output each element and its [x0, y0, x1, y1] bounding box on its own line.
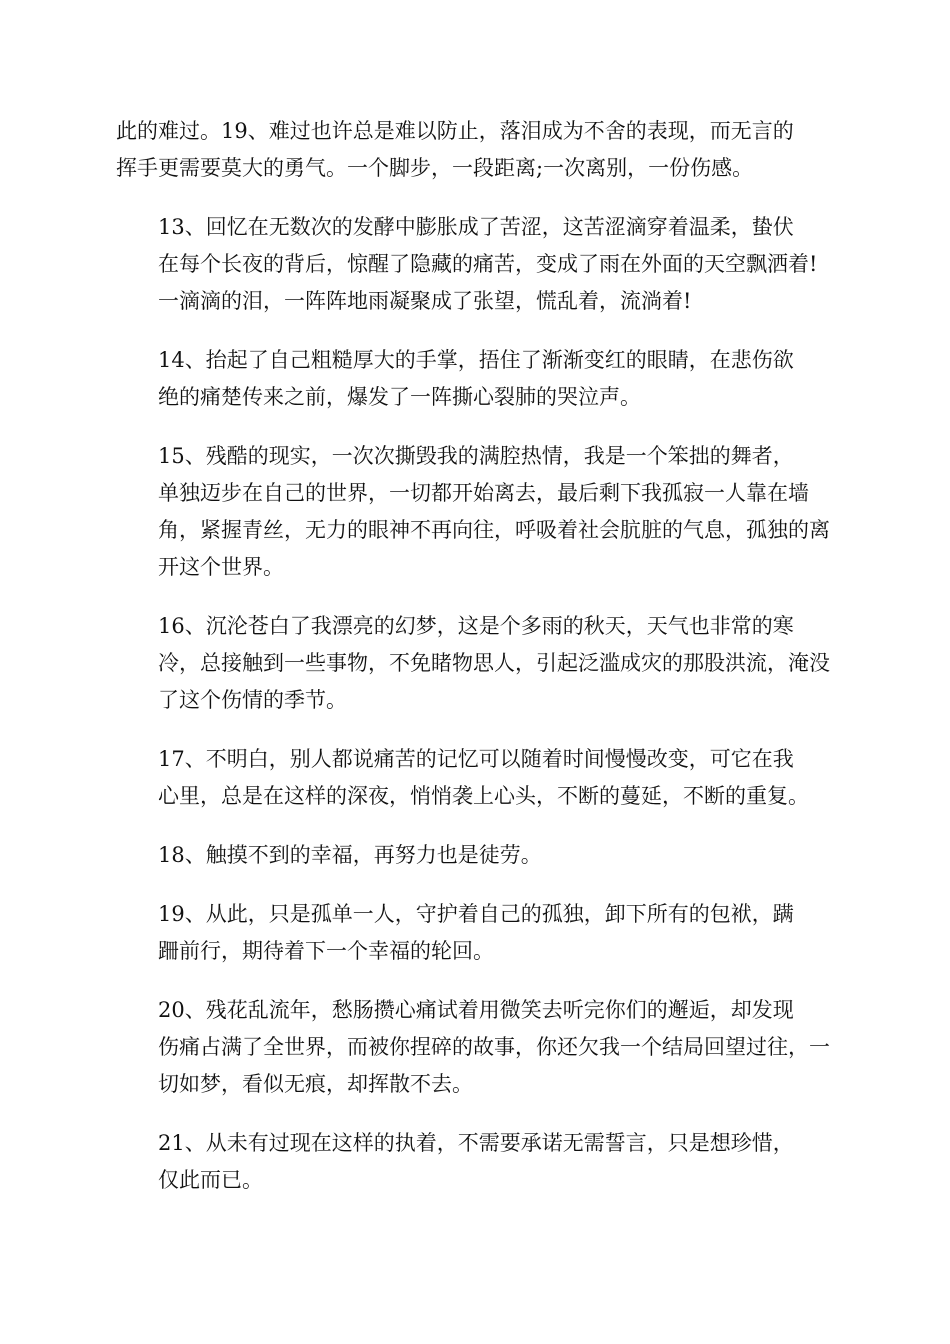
text-line: 切如梦，看似无痕，却挥散不去。 — [158, 1072, 473, 1096]
text-line: 18、触摸不到的幸福，再努力也是徒劳。 — [158, 843, 542, 867]
text-line: 16、沉沦苍白了我漂亮的幻梦，这是个多雨的秋天，天气也非常的寒 — [158, 614, 794, 638]
text-line: 13、回忆在无数次的发酵中膨胀成了苦涩，这苦涩滴穿着温柔，蛰伏 — [158, 215, 794, 239]
text-line: 了这个伤情的季节。 — [158, 688, 347, 712]
paragraph — [116, 1125, 836, 1199]
text-line: 挥手更需要莫大的勇气。一个脚步，一段距离;一次离别，一份伤感。 — [116, 156, 754, 180]
paragraph — [116, 992, 836, 1103]
paragraph — [116, 209, 836, 320]
text-line: 心里，总是在这样的深夜，悄悄袭上心头，不断的蔓延，不断的重复。 — [158, 784, 809, 808]
paragraph — [116, 438, 836, 586]
text-line: 此的难过。19、难过也许总是难以防止，落泪成为不舍的表现，而无言的 — [116, 119, 794, 143]
text-line: 仅此而已。 — [158, 1168, 263, 1192]
text-line: 20、残花乱流年，愁肠攒心痛试着用微笑去听完你们的邂逅，却发现 — [158, 998, 794, 1022]
text-line: 21、从未有过现在这样的执着，不需要承诺无需誓言，只是想珍惜， — [158, 1131, 794, 1155]
paragraph — [116, 837, 836, 874]
text-line: 19、从此，只是孤单一人，守护着自己的孤独，卸下所有的包袱，蹒 — [158, 902, 794, 926]
document-body — [116, 113, 836, 1221]
text-line: 14、抬起了自己粗糙厚大的手掌，捂住了渐渐变红的眼睛，在悲伤欲 — [158, 348, 794, 372]
text-line: 跚前行，期待着下一个幸福的轮回。 — [158, 939, 494, 963]
text-line: 单独迈步在自己的世界，一切都开始离去，最后剩下我孤寂一人靠在墙 — [158, 481, 809, 505]
text-line: 15、残酷的现实，一次次撕毁我的满腔热情，我是一个笨拙的舞者， — [158, 444, 794, 468]
text-line: 角，紧握青丝，无力的眼神不再向往，呼吸着社会肮脏的气息，孤独的离 — [158, 518, 830, 542]
text-line: 一滴滴的泪，一阵阵地雨凝聚成了张望，慌乱着，流淌着! — [158, 289, 692, 313]
text-line: 冷，总接触到一些事物，不免睹物思人，引起泛滥成灾的那股洪流，淹没 — [158, 651, 830, 675]
text-line: 开这个世界。 — [158, 555, 284, 579]
paragraph — [116, 608, 836, 719]
paragraph — [116, 741, 836, 815]
paragraph — [116, 113, 836, 187]
paragraph — [116, 896, 836, 970]
text-line: 伤痛占满了全世界，而被你捏碎的故事，你还欠我一个结局回望过往，一 — [158, 1035, 830, 1059]
text-line: 绝的痛楚传来之前，爆发了一阵撕心裂肺的哭泣声。 — [158, 385, 641, 409]
text-line: 17、不明白，别人都说痛苦的记忆可以随着时间慢慢改变，可它在我 — [158, 747, 794, 771]
paragraph — [116, 342, 836, 416]
text-line: 在每个长夜的背后，惊醒了隐藏的痛苦，变成了雨在外面的天空飘洒着! — [158, 252, 818, 276]
